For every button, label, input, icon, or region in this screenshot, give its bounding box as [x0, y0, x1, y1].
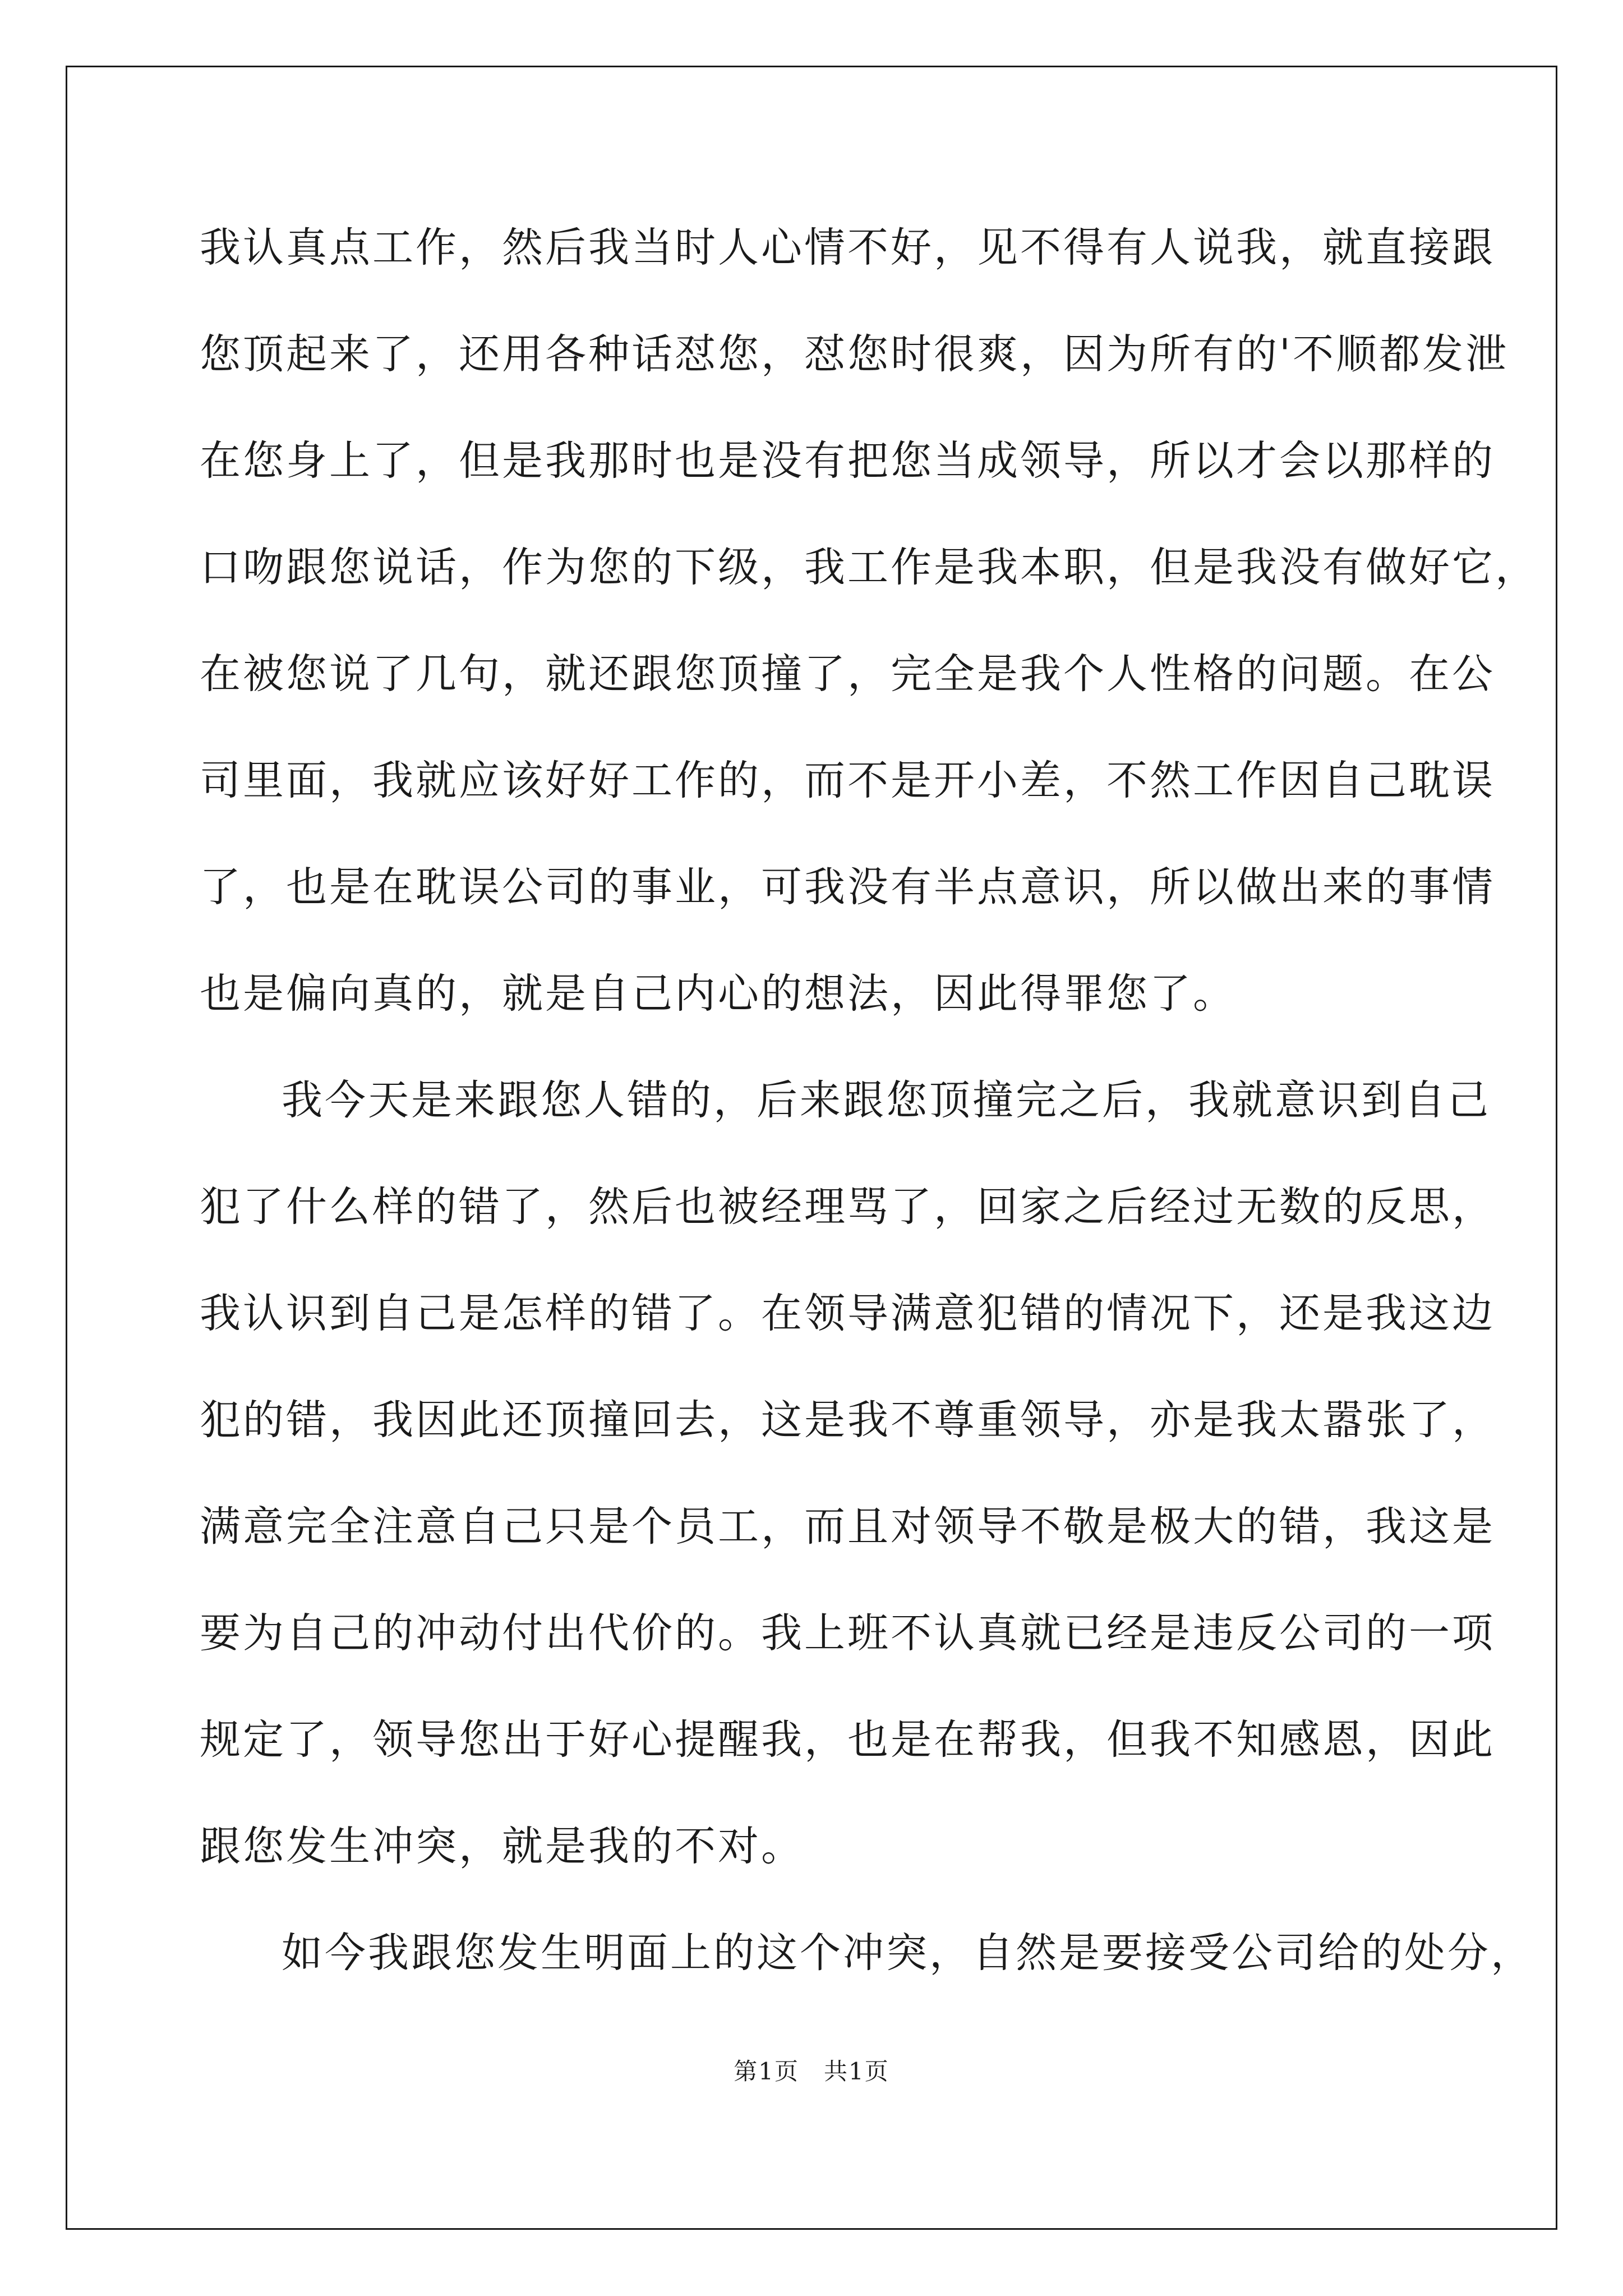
text-line: 在您身上了，但是我那时也是没有把您当成领导，所以才会以那样的: [200, 437, 1495, 485]
page-number-footer: 第1页 共1页: [734, 2058, 889, 2085]
text-line: 满意完全注意自己只是个员工，而且对领导不敬是极大的错，我这是: [200, 1503, 1495, 1550]
text-line: 您顶起来了，还用各种话怼您，怼您时很爽，因为所有的'不顺都发泄: [200, 330, 1509, 378]
text-line: 在被您说了几句，就还跟您顶撞了，完全是我个人性格的问题。在公: [200, 650, 1495, 698]
text-line: 犯了什么样的错了，然后也被经理骂了，回家之后经过无数的反思，: [200, 1183, 1495, 1231]
text-line: 规定了，领导您出于好心提醒我，也是在帮我，但我不知感恩，因此: [200, 1716, 1495, 1764]
text-line: 要为自己的冲动付出代价的。我上班不认真就已经是违反公司的一项: [200, 1609, 1495, 1657]
paragraph-start-line: 如今我跟您发生明面上的这个冲突，自然是要接受公司给的处分，: [282, 1929, 1534, 1977]
text-line: 我认真点工作，然后我当时人心情不好，见不得有人说我，就直接跟: [200, 224, 1495, 272]
text-line: 口吻跟您说话，作为您的下级，我工作是我本职，但是我没有做好它，: [200, 544, 1538, 591]
text-line: 也是偏向真的，就是自己内心的想法，因此得罪您了。: [200, 970, 1236, 1018]
text-line: 了，也是在耽误公司的事业，可我没有半点意识，所以做出来的事情: [200, 863, 1495, 911]
document-body: [200, 217, 1538, 2029]
text-line: 跟您发生冲突，就是我的不对。: [200, 1823, 804, 1870]
text-line: 我认识到自己是怎样的错了。在领导满意犯错的情况下，还是我这边: [200, 1290, 1495, 1337]
text-line: 犯的错，我因此还顶撞回去，这是我不尊重领导，亦是我太嚣张了，: [200, 1396, 1495, 1444]
text-line: 司里面，我就应该好好工作的，而不是开小差，不然工作因自己耽误: [200, 757, 1495, 804]
paragraph-start-line: 我今天是来跟您人错的，后来跟您顶撞完之后，我就意识到自己: [282, 1076, 1491, 1124]
